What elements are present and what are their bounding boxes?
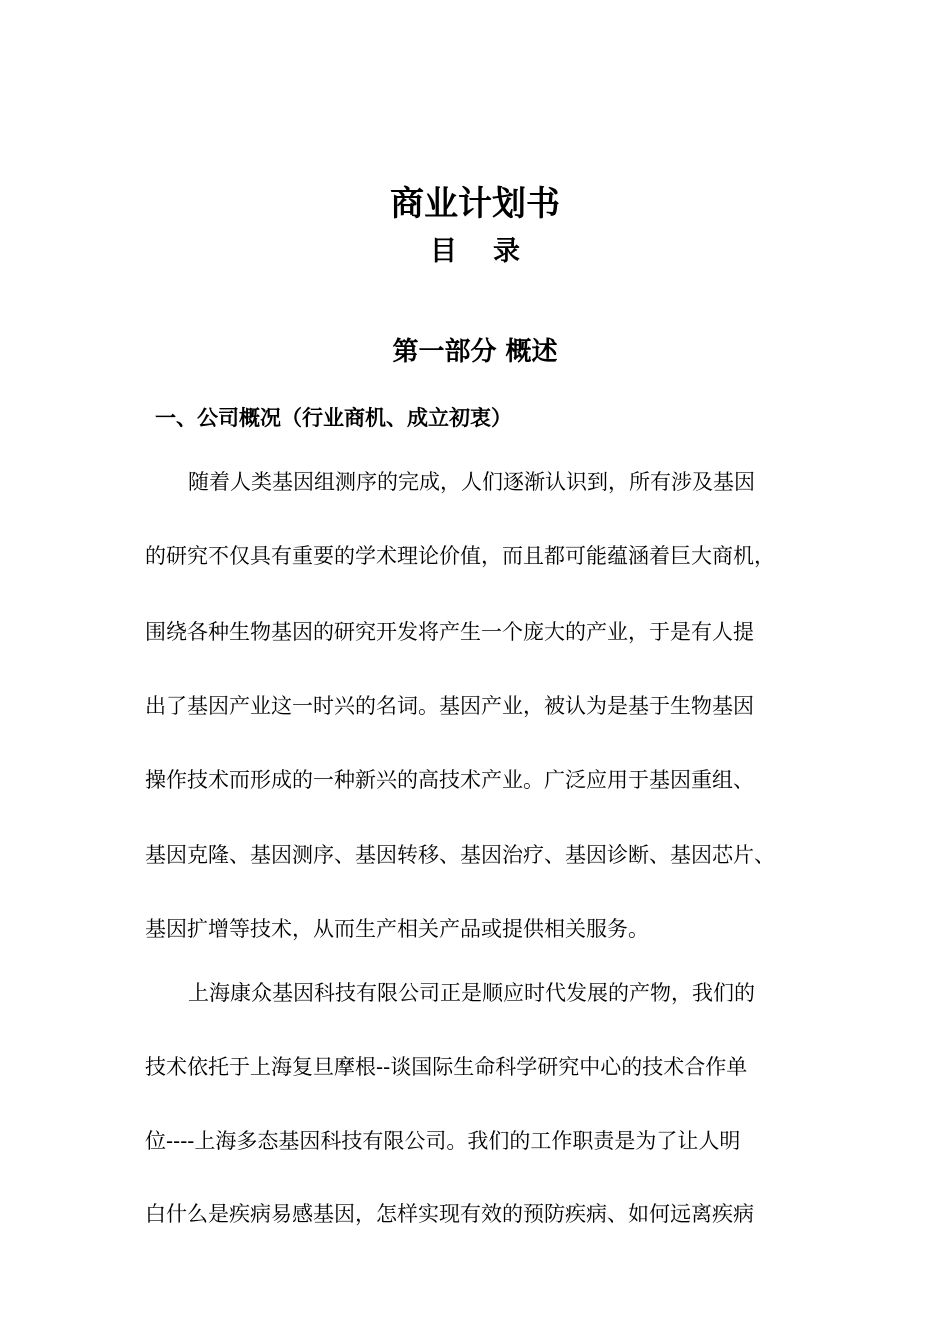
paragraph-line: 技术依托于上海复旦摩根--谈国际生命科学研究中心的技术合作单 bbox=[145, 1055, 748, 1079]
paragraph-line: 位----上海多态基因科技有限公司。我们的工作职责是为了让人明 bbox=[145, 1129, 741, 1153]
part-heading: 第一部分 概述 bbox=[392, 337, 558, 367]
paragraph-line: 出了基因产业这一时兴的名词。基因产业，被认为是基于生物基因 bbox=[145, 694, 754, 718]
paragraph-line: 随着人类基因组测序的完成，人们逐渐认识到，所有涉及基因 bbox=[188, 470, 755, 494]
paragraph-line: 操作技术而形成的一种新兴的高技术产业。广泛应用于基因重组、 bbox=[145, 768, 754, 792]
section-heading: 一、公司概况（行业商机、成立初衷） bbox=[155, 406, 512, 430]
paragraph-line: 上海康众基因科技有限公司正是顺应时代发展的产物，我们的 bbox=[188, 981, 755, 1005]
paragraph-line: 基因克隆、基因测序、基因转移、基因治疗、基因诊断、基因芯片、 bbox=[145, 843, 775, 867]
paragraph-line: 白什么是疾病易感基因，怎样实现有效的预防疾病、如何远离疾病 bbox=[145, 1202, 754, 1226]
toc-heading: 目录 bbox=[430, 236, 556, 267]
paragraph-line: 基因扩增等技术，从而生产相关产品或提供相关服务。 bbox=[145, 917, 649, 941]
paragraph-line: 围绕各种生物基因的研究开发将产生一个庞大的产业，于是有人提 bbox=[145, 620, 754, 644]
paragraph-line: 的研究不仅具有重要的学术理论价值，而且都可能蕴涵着巨大商机， bbox=[145, 544, 775, 568]
document-title: 商业计划书 bbox=[390, 184, 560, 224]
